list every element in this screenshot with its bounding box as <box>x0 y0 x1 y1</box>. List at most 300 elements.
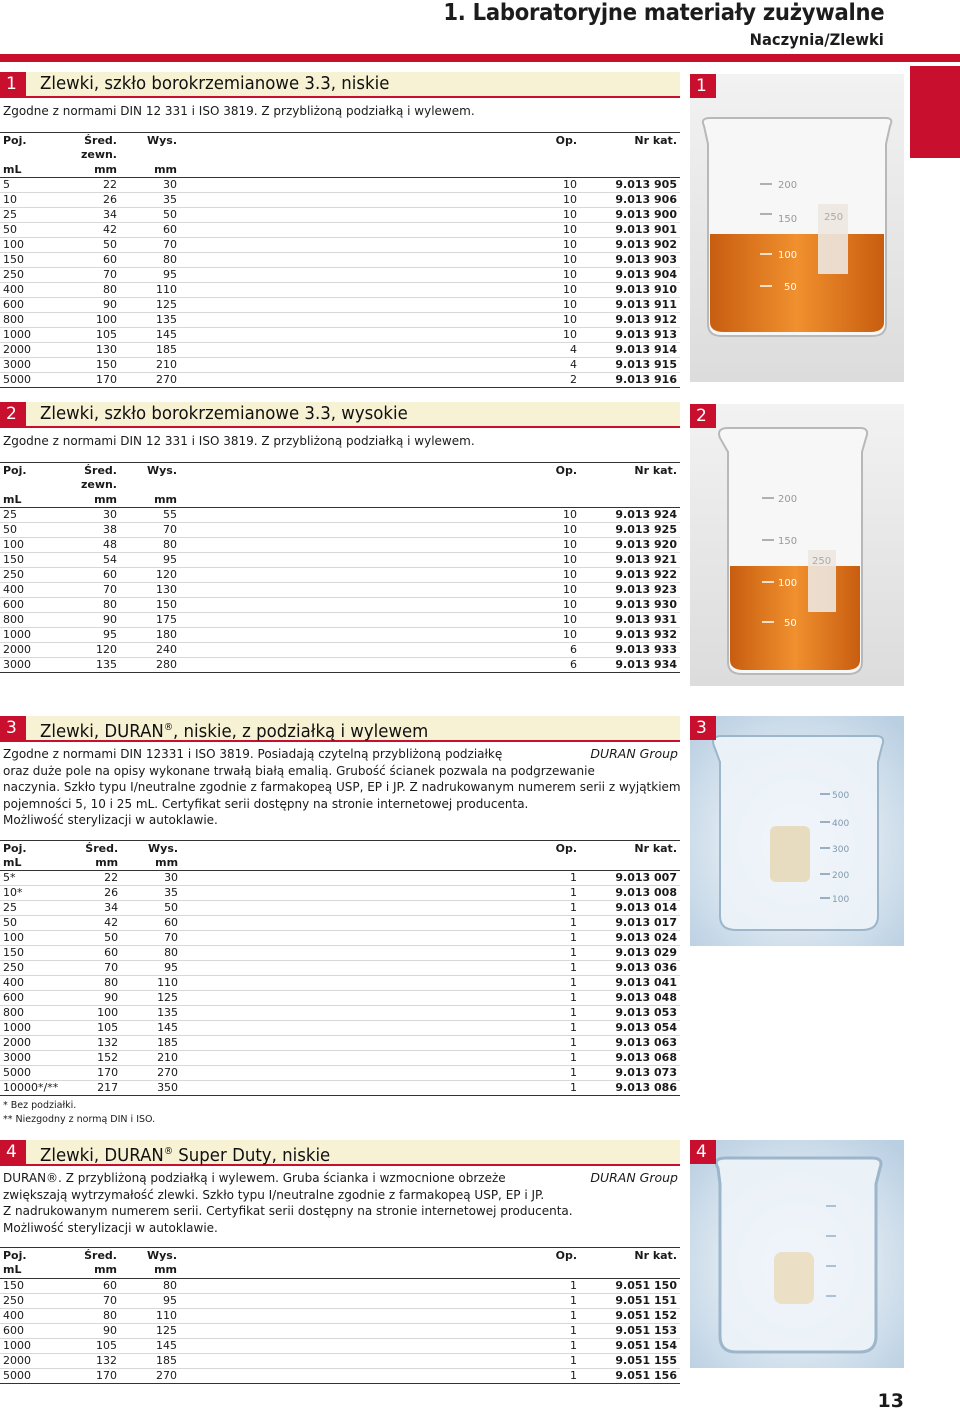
chapter-subtitle: Naczynia/Zlewki <box>749 30 884 49</box>
table-row <box>0 613 680 628</box>
cell-catalog-no: 9.013 920 <box>580 538 680 553</box>
cell-capacity: 800 <box>0 313 60 328</box>
cell-diameter: 170 <box>61 1066 121 1081</box>
product-table <box>0 1247 680 1384</box>
cell-catalog-no: 9.013 008 <box>580 886 680 901</box>
cell-catalog-no: 9.013 007 <box>580 871 680 886</box>
cell-pack: 10 <box>520 268 580 283</box>
cell-capacity: 150 <box>0 946 61 961</box>
cell-diameter: 26 <box>60 193 120 208</box>
cell-height: 30 <box>121 871 181 886</box>
cell-catalog-no: 9.013 903 <box>580 253 680 268</box>
cell-pack: 1 <box>520 1338 580 1353</box>
unit-mm: mm <box>60 163 120 178</box>
cell-catalog-no: 9.013 916 <box>580 373 680 388</box>
col-height: Wys. <box>121 840 181 856</box>
cell-catalog-no: 9.013 932 <box>580 628 680 643</box>
unit-ml: mL <box>0 1263 60 1278</box>
cell-capacity: 250 <box>0 961 61 976</box>
cell-capacity: 400 <box>0 583 60 598</box>
cell-pack: 1 <box>520 976 580 991</box>
cell-pack: 10 <box>520 178 580 193</box>
unit-mm: mm <box>61 856 121 871</box>
cell-capacity: 2000 <box>0 643 60 658</box>
cell-height: 80 <box>120 538 180 553</box>
cell-pack: 6 <box>520 658 580 673</box>
table-row <box>0 208 680 223</box>
cell-catalog-no: 9.013 906 <box>580 193 680 208</box>
cell-capacity: 250 <box>0 1293 60 1308</box>
cell-catalog-no: 9.013 913 <box>580 328 680 343</box>
cell-pack: 10 <box>520 583 580 598</box>
cell-height: 35 <box>120 193 180 208</box>
cell-catalog-no: 9.013 029 <box>580 946 680 961</box>
table-row <box>0 1293 680 1308</box>
table-row <box>0 643 680 658</box>
unit-ml: mL <box>0 856 61 871</box>
cell-capacity: 5000 <box>0 1368 60 1383</box>
description-line: Możliwość sterylizacji w autoklawie. <box>3 813 218 827</box>
table-row <box>0 1051 680 1066</box>
section-number: 2 <box>0 402 26 426</box>
table-row <box>0 328 680 343</box>
cell-height: 80 <box>120 253 180 268</box>
cell-pack: 4 <box>520 358 580 373</box>
cell-diameter: 48 <box>60 538 120 553</box>
chapter-tab <box>910 66 960 158</box>
cell-height: 185 <box>120 343 180 358</box>
section-header <box>0 716 680 742</box>
unit-mm: mm <box>60 1263 120 1278</box>
cell-diameter: 217 <box>61 1081 121 1096</box>
cell-pack: 1 <box>520 1051 580 1066</box>
graduation-mark: 100 <box>832 895 850 905</box>
section-description <box>0 103 680 120</box>
col-catalog-no: Nr kat. <box>580 840 680 856</box>
cell-diameter: 100 <box>60 313 120 328</box>
cell-catalog-no: 9.013 930 <box>580 598 680 613</box>
cell-pack: 1 <box>520 1323 580 1338</box>
manufacturer-name: DURAN Group <box>590 1170 678 1185</box>
cell-height: 125 <box>121 991 181 1006</box>
graduation-mark: 50 <box>784 618 797 629</box>
cell-catalog-no: 9.013 904 <box>580 268 680 283</box>
table-row <box>0 1036 680 1051</box>
cell-capacity: 400 <box>0 283 60 298</box>
cell-capacity: 5 <box>0 178 60 193</box>
page-number: 13 <box>877 1390 904 1412</box>
graduation-mark: 50 <box>784 282 797 293</box>
cell-pack: 10 <box>520 598 580 613</box>
cell-catalog-no: 9.013 053 <box>580 1006 680 1021</box>
graduation-mark: 500 <box>832 791 850 801</box>
cell-height: 70 <box>121 931 181 946</box>
cell-height: 150 <box>120 598 180 613</box>
cell-capacity: 800 <box>0 613 60 628</box>
chapter-title: 1. Laboratoryjne materiały zużywalne <box>442 0 884 26</box>
cell-catalog-no: 9.051 151 <box>580 1293 680 1308</box>
section-title: Zlewki, szkło borokrzemianowe 3.3, niskie <box>40 73 390 94</box>
cell-capacity: 150 <box>0 553 60 568</box>
cell-diameter: 70 <box>60 583 120 598</box>
cell-height: 60 <box>121 916 181 931</box>
photo-number: 1 <box>690 74 716 98</box>
section-header <box>0 402 680 428</box>
table-row <box>0 313 680 328</box>
cell-height: 70 <box>120 523 180 538</box>
col-catalog-no: Nr kat. <box>580 462 680 478</box>
cell-height: 145 <box>121 1021 181 1036</box>
product-photo-4 <box>690 1140 904 1368</box>
cell-catalog-no: 9.013 054 <box>580 1021 680 1036</box>
graduation-mark: 200 <box>778 180 798 191</box>
cell-diameter: 152 <box>61 1051 121 1066</box>
col-diameter: Śred. <box>61 840 121 856</box>
cell-catalog-no: 9.013 912 <box>580 313 680 328</box>
cell-diameter: 135 <box>60 658 120 673</box>
cell-pack: 1 <box>520 1021 580 1036</box>
cell-capacity: 100 <box>0 931 61 946</box>
product-photo-1 <box>690 74 904 382</box>
cell-capacity: 50 <box>0 916 61 931</box>
cell-height: 30 <box>120 178 180 193</box>
cell-height: 210 <box>120 358 180 373</box>
section-3 <box>0 716 680 1126</box>
cell-diameter: 60 <box>60 1278 120 1293</box>
cell-capacity: 10000*/** <box>0 1081 61 1096</box>
cell-capacity: 2000 <box>0 1036 61 1051</box>
col-diameter: Śred. <box>60 462 120 478</box>
unit-mm: mm <box>120 163 180 178</box>
graduation-mark: 150 <box>778 214 798 225</box>
footnote: * Bez podziałki. <box>3 1100 77 1111</box>
cell-diameter: 22 <box>60 178 120 193</box>
cell-pack: 10 <box>520 538 580 553</box>
cell-diameter: 54 <box>60 553 120 568</box>
cell-catalog-no: 9.013 086 <box>580 1081 680 1096</box>
cell-diameter: 130 <box>60 343 120 358</box>
cell-height: 70 <box>120 238 180 253</box>
cell-diameter: 30 <box>60 508 120 523</box>
cell-diameter: 34 <box>60 208 120 223</box>
cell-capacity: 1000 <box>0 628 60 643</box>
table-row <box>0 568 680 583</box>
beaker-duran-image <box>690 716 904 946</box>
col-height: Wys. <box>120 132 180 148</box>
cell-pack: 1 <box>520 1353 580 1368</box>
cell-height: 95 <box>120 553 180 568</box>
product-table <box>0 840 680 1097</box>
col-diameter-sub: zewn. <box>80 147 117 161</box>
cell-catalog-no: 9.013 902 <box>580 238 680 253</box>
cell-capacity: 1000 <box>0 328 60 343</box>
photo-number: 3 <box>690 716 716 740</box>
cell-catalog-no: 9.013 915 <box>580 358 680 373</box>
cell-catalog-no: 9.051 155 <box>580 1353 680 1368</box>
cell-capacity: 100 <box>0 238 60 253</box>
table-row <box>0 976 680 991</box>
product-table <box>0 132 680 389</box>
cell-capacity: 150 <box>0 1278 60 1293</box>
product-table <box>0 462 680 674</box>
col-capacity: Poj. <box>0 1248 60 1264</box>
table-row <box>0 1278 680 1293</box>
description-line: Z nadrukowanym numerem serii. Certyfikat serii dostępny na stronie internetowej producenta. <box>3 1204 573 1218</box>
table-row <box>0 1368 680 1383</box>
cell-height: 120 <box>120 568 180 583</box>
cell-diameter: 22 <box>61 871 121 886</box>
cell-pack: 1 <box>520 931 580 946</box>
cell-catalog-no: 9.013 073 <box>580 1066 680 1081</box>
cell-height: 180 <box>120 628 180 643</box>
cell-catalog-no: 9.013 910 <box>580 283 680 298</box>
description-line: zwiększają wytrzymałość zlewki. Szkło typu I/neutralne zgodnie z farmakopeą USP, EP i JP. <box>3 1187 545 1202</box>
cell-catalog-no: 9.013 900 <box>580 208 680 223</box>
col-pack: Op. <box>520 840 580 856</box>
unit-mm: mm <box>60 493 120 508</box>
cell-pack: 1 <box>520 1293 580 1308</box>
cell-diameter: 50 <box>60 238 120 253</box>
table-row <box>0 283 680 298</box>
section-header <box>0 1140 680 1166</box>
table-row <box>0 1081 680 1096</box>
cell-diameter: 60 <box>60 568 120 583</box>
section-description <box>0 433 680 450</box>
section-number: 4 <box>0 1140 26 1164</box>
cell-pack: 10 <box>520 238 580 253</box>
cell-pack: 1 <box>520 961 580 976</box>
table-row <box>0 961 680 976</box>
cell-catalog-no: 9.013 041 <box>580 976 680 991</box>
col-diameter: Śred. <box>60 132 120 148</box>
col-capacity: Poj. <box>0 840 61 856</box>
photo-number: 2 <box>690 404 716 428</box>
cell-capacity: 5000 <box>0 1066 61 1081</box>
section-4 <box>0 1140 680 1384</box>
table-row <box>0 871 680 886</box>
col-pack: Op. <box>520 462 580 478</box>
cell-capacity: 600 <box>0 1323 60 1338</box>
cell-height: 210 <box>121 1051 181 1066</box>
cell-capacity: 1000 <box>0 1338 60 1353</box>
description-line: oraz duże pole na opisy wykonane trwałą białą emalią. Grubość ścianek pozwala na podgrzewanie <box>3 763 595 778</box>
cell-pack: 10 <box>520 568 580 583</box>
cell-diameter: 60 <box>60 253 120 268</box>
table-row <box>0 931 680 946</box>
cell-pack: 10 <box>520 553 580 568</box>
table-row <box>0 223 680 238</box>
cell-catalog-no: 9.013 017 <box>580 916 680 931</box>
table-row <box>0 298 680 313</box>
graduation-mark: 150 <box>778 536 798 547</box>
cell-diameter: 42 <box>61 916 121 931</box>
cell-height: 95 <box>120 1293 180 1308</box>
cell-diameter: 150 <box>60 358 120 373</box>
cell-catalog-no: 9.013 933 <box>580 643 680 658</box>
cell-diameter: 50 <box>61 931 121 946</box>
cell-diameter: 80 <box>61 976 121 991</box>
cell-height: 280 <box>120 658 180 673</box>
cell-height: 145 <box>120 1338 180 1353</box>
section-description <box>0 746 680 829</box>
unit-mm: mm <box>121 856 181 871</box>
description-line: naczynia. Szkło typu I/neutralne zgodnie z farmakopeą USP, EP i JP. Z nadrukowanym numerem serii z wyjątkiem <box>3 780 681 794</box>
cell-capacity: 400 <box>0 1308 60 1323</box>
table-row <box>0 238 680 253</box>
table-row <box>0 553 680 568</box>
cell-height: 60 <box>120 223 180 238</box>
table-row <box>0 253 680 268</box>
cell-catalog-no: 9.013 931 <box>580 613 680 628</box>
cell-pack: 10 <box>520 613 580 628</box>
product-photo-3 <box>690 716 904 946</box>
cell-capacity: 250 <box>0 268 60 283</box>
cell-diameter: 132 <box>60 1353 120 1368</box>
cell-capacity: 50 <box>0 223 60 238</box>
cell-capacity: 2000 <box>0 343 60 358</box>
table-row <box>0 508 680 523</box>
cell-capacity: 250 <box>0 568 60 583</box>
cell-pack: 4 <box>520 343 580 358</box>
cell-height: 110 <box>120 1308 180 1323</box>
table-row <box>0 1353 680 1368</box>
cell-height: 50 <box>120 208 180 223</box>
cell-pack: 10 <box>520 193 580 208</box>
cell-catalog-no: 9.013 024 <box>580 931 680 946</box>
table-row <box>0 1308 680 1323</box>
footnote: ** Niezgodny z normą DIN i ISO. <box>3 1113 156 1125</box>
table-row <box>0 193 680 208</box>
cell-catalog-no: 9.013 905 <box>580 178 680 193</box>
graduation-mark: 400 <box>832 819 850 829</box>
unit-mm: mm <box>120 1263 180 1278</box>
section-number: 3 <box>0 716 26 740</box>
col-height: Wys. <box>120 1248 180 1264</box>
table-row <box>0 901 680 916</box>
cell-diameter: 170 <box>60 373 120 388</box>
col-catalog-no: Nr kat. <box>580 1248 680 1264</box>
unit-mm: mm <box>120 493 180 508</box>
cell-pack: 10 <box>520 208 580 223</box>
cell-height: 135 <box>120 313 180 328</box>
table-row <box>0 343 680 358</box>
cell-catalog-no: 9.051 152 <box>580 1308 680 1323</box>
cell-catalog-no: 9.013 922 <box>580 568 680 583</box>
table-row <box>0 916 680 931</box>
cell-diameter: 60 <box>61 946 121 961</box>
cell-height: 95 <box>121 961 181 976</box>
cell-catalog-no: 9.051 156 <box>580 1368 680 1383</box>
cell-capacity: 400 <box>0 976 61 991</box>
cell-capacity: 5* <box>0 871 61 886</box>
cell-diameter: 105 <box>61 1021 121 1036</box>
header-rule <box>0 54 960 62</box>
cell-height: 125 <box>120 298 180 313</box>
cell-height: 50 <box>121 901 181 916</box>
graduation-mark: 250 <box>812 556 832 567</box>
cell-catalog-no: 9.013 901 <box>580 223 680 238</box>
table-row <box>0 1338 680 1353</box>
table-row <box>0 886 680 901</box>
cell-diameter: 105 <box>60 1338 120 1353</box>
cell-capacity: 600 <box>0 991 61 1006</box>
cell-diameter: 80 <box>60 1308 120 1323</box>
col-pack: Op. <box>520 132 580 148</box>
cell-diameter: 80 <box>60 283 120 298</box>
cell-height: 125 <box>120 1323 180 1338</box>
section-1 <box>0 72 680 388</box>
cell-diameter: 105 <box>60 328 120 343</box>
cell-pack: 1 <box>520 916 580 931</box>
cell-height: 80 <box>120 1278 180 1293</box>
cell-pack: 1 <box>520 991 580 1006</box>
description-line: Możliwość sterylizacji w autoklawie. <box>3 1220 218 1235</box>
cell-catalog-no: 9.013 048 <box>580 991 680 1006</box>
table-row <box>0 1323 680 1338</box>
cell-pack: 10 <box>520 223 580 238</box>
cell-diameter: 90 <box>60 613 120 628</box>
cell-height: 130 <box>120 583 180 598</box>
table-row <box>0 373 680 388</box>
table-row <box>0 658 680 673</box>
cell-diameter: 132 <box>61 1036 121 1051</box>
cell-catalog-no: 9.013 923 <box>580 583 680 598</box>
cell-height: 240 <box>120 643 180 658</box>
cell-catalog-no: 9.013 036 <box>580 961 680 976</box>
col-catalog-no: Nr kat. <box>580 132 680 148</box>
cell-diameter: 42 <box>60 223 120 238</box>
cell-pack: 1 <box>520 886 580 901</box>
cell-height: 110 <box>120 283 180 298</box>
cell-capacity: 600 <box>0 598 60 613</box>
cell-capacity: 10 <box>0 193 60 208</box>
cell-capacity: 5000 <box>0 373 60 388</box>
cell-pack: 10 <box>520 328 580 343</box>
cell-capacity: 150 <box>0 253 60 268</box>
table-row <box>0 1021 680 1036</box>
cell-diameter: 170 <box>60 1368 120 1383</box>
cell-height: 35 <box>121 886 181 901</box>
cell-diameter: 100 <box>61 1006 121 1021</box>
graduation-mark: 300 <box>832 845 850 855</box>
cell-pack: 10 <box>520 313 580 328</box>
cell-pack: 10 <box>520 253 580 268</box>
table-row <box>0 1006 680 1021</box>
cell-capacity: 50 <box>0 523 60 538</box>
table-row <box>0 1066 680 1081</box>
cell-pack: 2 <box>520 373 580 388</box>
cell-pack: 10 <box>520 298 580 313</box>
cell-height: 270 <box>120 373 180 388</box>
cell-catalog-no: 9.051 150 <box>580 1278 680 1293</box>
cell-pack: 1 <box>520 871 580 886</box>
cell-catalog-no: 9.013 934 <box>580 658 680 673</box>
section-number: 1 <box>0 72 26 96</box>
section-2 <box>0 402 680 673</box>
cell-capacity: 3000 <box>0 358 60 373</box>
cell-height: 95 <box>120 268 180 283</box>
table-row <box>0 583 680 598</box>
col-pack: Op. <box>520 1248 580 1264</box>
cell-pack: 1 <box>520 1066 580 1081</box>
cell-height: 55 <box>120 508 180 523</box>
description-line: DURAN®. Z przybliżoną podziałką i wylewem. Gruba ścianka i wzmocnione obrzeże <box>3 1171 506 1185</box>
col-diameter-sub: zewn. <box>80 477 117 491</box>
cell-capacity: 25 <box>0 208 60 223</box>
cell-height: 185 <box>121 1036 181 1051</box>
table-row <box>0 538 680 553</box>
cell-catalog-no: 9.013 068 <box>580 1051 680 1066</box>
